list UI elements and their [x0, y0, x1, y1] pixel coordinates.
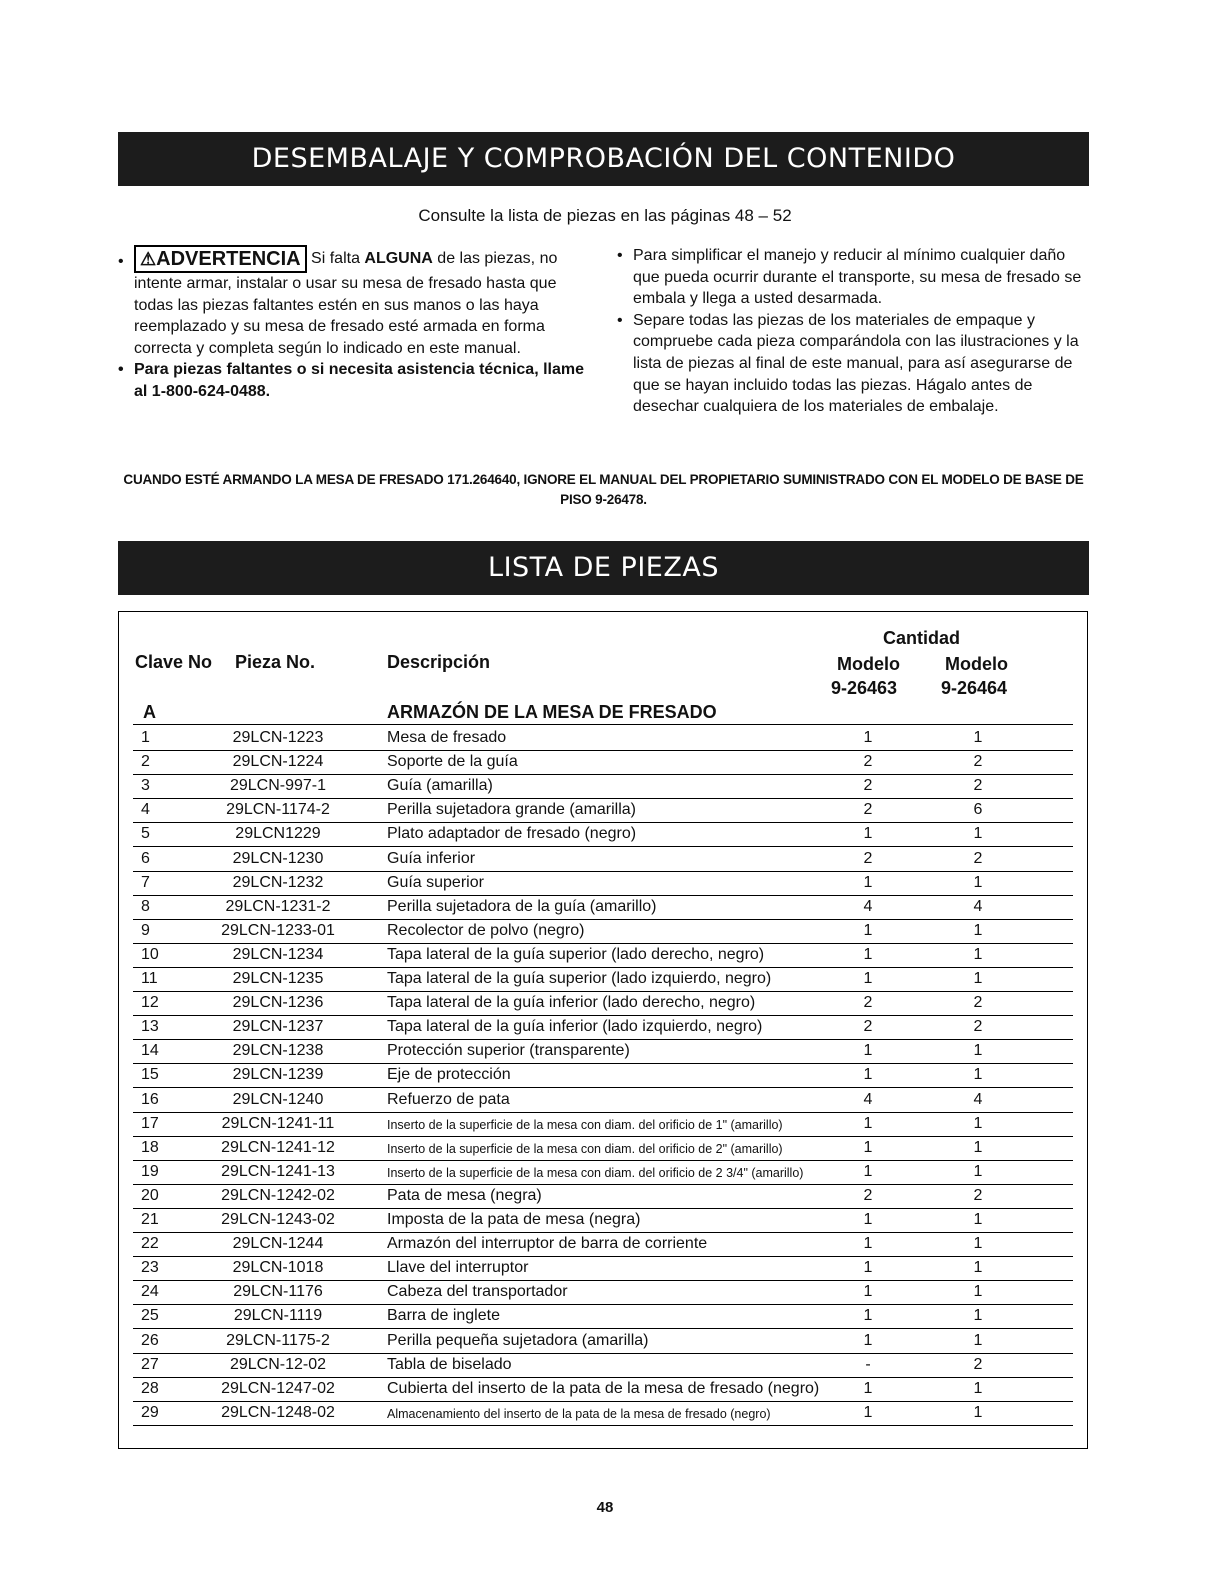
- separate-text: Separe todas las piezas de los materiales de empaque y compruebe cada pieza comparándola con las ilustraciones y la lista de piezas al final de este manual, para así asegurarse de que se hayan incluido todas las piezas. Hágalo antes de desechar cualquiera de los materiales de embalaje.: [633, 311, 1079, 416]
- row-qty-model-b: 4: [973, 897, 983, 915]
- support-text: Para piezas faltantes o si necesita asistencia técnica, llame al 1-800-624-0488.: [134, 361, 585, 400]
- row-key: 3: [141, 777, 150, 795]
- table-row: [133, 774, 1073, 799]
- table-row: [133, 1088, 1073, 1113]
- row-qty-model-a: 1: [863, 1379, 873, 1397]
- row-description: Armazón del interruptor de barra de corriente: [387, 1235, 708, 1253]
- row-part-number: 29LCN-1232: [232, 873, 324, 891]
- row-part-number: 29LCN-1241-13: [221, 1162, 335, 1180]
- row-qty-model-a: 1: [863, 921, 873, 939]
- row-qty-model-a: 1: [863, 1162, 873, 1180]
- row-qty-model-a: 1: [863, 1259, 873, 1277]
- row-qty-model-b: 1: [973, 1235, 983, 1253]
- row-qty-model-a: 1: [863, 970, 873, 987]
- table-row: [133, 943, 1073, 968]
- row-qty-model-b: 1: [973, 970, 983, 987]
- row-qty-model-a: 1: [863, 1331, 873, 1349]
- row-qty-model-a: 1: [863, 1042, 873, 1060]
- table-row: [133, 1160, 1073, 1185]
- row-qty-model-a: 4: [863, 897, 873, 915]
- row-qty-model-a: 1: [863, 1114, 873, 1132]
- table-row: [133, 1112, 1073, 1137]
- row-qty-model-b: 1: [973, 1283, 983, 1301]
- table-row: [133, 1184, 1073, 1209]
- row-qty-model-a: 1: [863, 1403, 873, 1421]
- row-key: 18: [141, 1138, 159, 1156]
- table-row: [133, 847, 1073, 872]
- row-description: Refuerzo de pata: [387, 1090, 510, 1108]
- row-description: Tapa lateral de la guía superior (lado derecho, negro): [387, 945, 765, 963]
- row-qty-model-b: 1: [973, 1259, 983, 1277]
- row-qty-model-a: 1: [863, 1138, 873, 1156]
- row-qty-model-a: 1: [863, 945, 873, 963]
- row-part-number: 29LCN-1241-12: [221, 1138, 335, 1156]
- table-row: [133, 1377, 1073, 1402]
- row-key: 1: [141, 729, 150, 746]
- row-part-number: 29LCN-1018: [232, 1259, 324, 1277]
- warning-triangle-icon: ⚠: [140, 249, 157, 269]
- handling-text: Para simplificar el manejo y reducir al mínimo cualquier daño que pueda ocurrir durante el transporte, su mesa de fresado se embala y llega a usted desarmada.: [633, 247, 1082, 308]
- row-qty-model-a: 2: [863, 1018, 873, 1036]
- table-row: [133, 822, 1073, 847]
- header-key: Clave No: [135, 652, 213, 672]
- section-key: A: [143, 702, 156, 722]
- row-key: 27: [141, 1355, 159, 1373]
- row-part-number: 29LCN-1242-02: [221, 1186, 335, 1204]
- row-description: Recolector de polvo (negro): [387, 921, 585, 939]
- row-qty-model-a: 4: [863, 1090, 873, 1108]
- row-part-number: 29LCN-1176: [233, 1283, 323, 1301]
- row-qty-model-a: 1: [863, 729, 873, 746]
- row-key: 8: [141, 897, 150, 915]
- table-row: [133, 726, 1073, 751]
- row-qty-model-a: 2: [863, 777, 873, 795]
- warning-badge: [134, 245, 307, 273]
- header-quantity: Cantidad: [883, 628, 961, 648]
- row-key: 28: [141, 1379, 159, 1397]
- row-key: 20: [141, 1186, 159, 1204]
- assembly-notice: CUANDO ESTÉ ARMANDO LA MESA DE FRESADO 171.264640, IGNORE EL MANUAL DEL PROPIETARIO SUMINISTRADO CON EL MODELO DE BASE DE PISO 9-26478.: [123, 472, 1084, 507]
- row-description: Barra de inglete: [387, 1307, 500, 1325]
- row-description: Mesa de fresado: [387, 729, 507, 746]
- row-part-number: 29LCN-1241-11: [221, 1114, 335, 1132]
- header-model-a-number: 9-26463: [831, 678, 898, 698]
- row-part-number: 29LCN-12-02: [229, 1355, 327, 1373]
- handling-paragraph: [617, 245, 1087, 310]
- row-key: 10: [141, 945, 159, 963]
- row-key: 16: [141, 1090, 159, 1108]
- section-header-parts-list: LISTA DE PIEZAS: [118, 541, 1089, 595]
- row-description: Tapa lateral de la guía superior (lado izquierdo, negro): [387, 970, 772, 987]
- page-number: 48: [596, 1499, 614, 1516]
- warning-text-pre: Si falta: [311, 250, 365, 268]
- row-key: 13: [141, 1018, 159, 1036]
- row-part-number: 29LCN-1230: [232, 849, 324, 867]
- header-model-b-number: 9-26464: [941, 678, 1008, 698]
- row-qty-model-a: 1: [863, 873, 873, 891]
- row-qty-model-b: 1: [973, 1307, 983, 1325]
- row-key: 25: [141, 1307, 159, 1325]
- row-part-number: 29LCN-1244: [232, 1235, 324, 1253]
- row-part-number: 29LCN-1224: [232, 753, 324, 771]
- row-part-number: 29LCN-1236: [232, 994, 324, 1012]
- table-row: [133, 1136, 1073, 1161]
- header-part: Pieza No.: [235, 652, 316, 672]
- row-part-number: 29LCN-1248-02: [221, 1403, 335, 1421]
- row-part-number: 29LCN-1119: [233, 1307, 323, 1325]
- table-row: [133, 1063, 1073, 1088]
- warning-label: ADVERTENCIA: [156, 248, 301, 270]
- table-row: [133, 1304, 1073, 1329]
- bullet-icon: •: [617, 247, 623, 264]
- row-part-number: 29LCN1229: [235, 825, 321, 843]
- row-description: Eje de protección: [387, 1066, 511, 1084]
- row-description: Plato adaptador de fresado (negro): [387, 825, 637, 843]
- table-row: [133, 750, 1073, 775]
- row-qty-model-b: 2: [973, 994, 983, 1012]
- table-row: [133, 895, 1073, 920]
- row-qty-model-b: 1: [973, 1162, 983, 1180]
- row-key: 26: [141, 1331, 159, 1349]
- row-qty-model-a: 1: [863, 1307, 873, 1325]
- row-part-number: 29LCN-1237: [232, 1018, 324, 1036]
- row-qty-model-b: 2: [973, 1355, 983, 1373]
- row-description: Llave del interruptor: [387, 1259, 529, 1277]
- row-qty-model-b: 1: [973, 729, 983, 746]
- header-model-a: Modelo: [837, 654, 900, 674]
- table-row: [133, 1256, 1073, 1281]
- right-column: [617, 245, 1087, 418]
- bullet-icon: •: [617, 311, 623, 329]
- table-row: [133, 871, 1073, 896]
- row-qty-model-a: 1: [863, 1066, 873, 1084]
- table-row: [133, 1039, 1073, 1064]
- header-model-b: Modelo: [945, 654, 1008, 674]
- table-row: [133, 1015, 1073, 1040]
- warning-paragraph: [118, 245, 594, 359]
- row-qty-model-b: 2: [973, 849, 983, 867]
- table-row: [133, 1208, 1073, 1233]
- row-qty-model-b: 1: [973, 1114, 983, 1132]
- row-key: 22: [141, 1235, 159, 1253]
- row-description: Cabeza del transportador: [387, 1283, 568, 1301]
- row-qty-model-b: 1: [973, 1403, 983, 1421]
- row-part-number: 29LCN-1247-02: [221, 1379, 335, 1397]
- row-qty-model-a: 1: [863, 1211, 873, 1228]
- row-qty-model-a: 2: [863, 1186, 873, 1204]
- row-qty-model-b: 1: [973, 921, 983, 939]
- row-key: 21: [141, 1211, 159, 1228]
- row-part-number: 29LCN-1243-02: [221, 1211, 335, 1228]
- row-key: 29: [141, 1403, 159, 1421]
- row-part-number: 29LCN-1240: [232, 1090, 324, 1108]
- row-part-number: 29LCN-1223: [232, 729, 324, 746]
- row-description: Perilla sujetadora de la guía (amarillo): [387, 897, 657, 915]
- table-row: [133, 1232, 1073, 1257]
- row-description: Cubierta del inserto de la pata de la mesa de fresado (negro): [387, 1379, 820, 1397]
- consult-note: Consulte la lista de piezas en las páginas 48 – 52: [418, 206, 792, 225]
- row-part-number: 29LCN-1231-2: [225, 897, 331, 915]
- row-qty-model-b: 1: [973, 1331, 983, 1349]
- row-description: Almacenamiento del inserto de la pata de la mesa de fresado (negro): [387, 1406, 771, 1421]
- row-qty-model-b: 4: [973, 1090, 983, 1108]
- row-qty-model-b: 1: [973, 825, 983, 843]
- row-description: Inserto de la superficie de la mesa con diam. del orificio de 2" (amarillo): [387, 1141, 783, 1156]
- row-qty-model-b: 1: [973, 1042, 983, 1060]
- row-description: Inserto de la superficie de la mesa con diam. del orificio de 2 3/4" (amarillo): [387, 1165, 804, 1180]
- row-qty-model-a: 2: [863, 849, 873, 867]
- row-key: 11: [141, 970, 158, 987]
- row-description: Imposta de la pata de mesa (negra): [387, 1211, 641, 1228]
- support-paragraph: [118, 359, 594, 402]
- table-row: [133, 1401, 1073, 1426]
- row-key: 9: [141, 921, 150, 939]
- row-key: 4: [141, 801, 150, 819]
- bullet-icon: •: [118, 361, 124, 379]
- row-key: 14: [141, 1042, 159, 1060]
- row-qty-model-a: 2: [863, 994, 873, 1012]
- row-part-number: 29LCN-1174-2: [226, 801, 330, 819]
- row-description: Inserto de la superficie de la mesa con diam. del orificio de 1" (amarillo): [387, 1117, 783, 1132]
- table-row: [133, 919, 1073, 944]
- row-description: Guía superior: [387, 873, 484, 891]
- row-part-number: 29LCN-1238: [232, 1042, 324, 1060]
- row-qty-model-b: 1: [973, 1379, 983, 1397]
- row-description: Soporte de la guía: [387, 753, 518, 771]
- row-qty-model-a: 2: [863, 753, 873, 771]
- row-description: Tabla de biselado: [387, 1355, 512, 1373]
- row-part-number: 29LCN-1175-2: [226, 1331, 330, 1349]
- table-row: [133, 1280, 1073, 1305]
- row-key: 19: [141, 1162, 159, 1180]
- row-qty-model-b: 1: [973, 873, 983, 891]
- row-qty-model-a: 2: [863, 801, 873, 819]
- header-description: Descripción: [387, 652, 491, 672]
- row-qty-model-b: 1: [973, 1138, 983, 1156]
- row-qty-model-b: 6: [973, 801, 983, 819]
- warning-text-rest: de las piezas, no intente armar, instalar o usar su mesa de fresado hasta que todas las piezas faltantes estén en sus manos o las haya reemplazado y su mesa de fresado esté armada en forma correcta y completa según lo indicado en este manual.: [134, 250, 558, 357]
- row-description: Protección superior (transparente): [387, 1042, 630, 1060]
- table-row: [133, 967, 1073, 992]
- row-qty-model-a: 1: [863, 825, 873, 843]
- table-row: [133, 1353, 1073, 1378]
- table-row: [133, 991, 1073, 1016]
- row-qty-model-b: 2: [973, 1018, 983, 1036]
- table-row: [133, 798, 1073, 823]
- row-qty-model-b: 2: [973, 753, 983, 771]
- row-part-number: 29LCN-1235: [232, 970, 324, 987]
- separate-paragraph: [617, 310, 1087, 418]
- row-key: 24: [141, 1283, 159, 1301]
- row-qty-model-b: 2: [973, 777, 983, 795]
- row-description: Guía inferior: [387, 849, 476, 867]
- warning-text-bold: ALGUNA: [364, 250, 433, 268]
- row-qty-model-b: 1: [973, 945, 983, 963]
- row-key: 7: [141, 873, 150, 891]
- row-description: Guía (amarilla): [387, 777, 493, 795]
- row-part-number: 29LCN-1233-01: [221, 921, 335, 939]
- row-qty-model-b: 1: [973, 1211, 983, 1228]
- table-row: [133, 1329, 1073, 1354]
- row-qty-model-b: 2: [973, 1186, 983, 1204]
- row-key: 17: [141, 1114, 159, 1132]
- left-column: [118, 245, 594, 403]
- row-key: 12: [141, 994, 159, 1012]
- row-description: Perilla pequeña sujetadora (amarilla): [387, 1331, 649, 1349]
- row-qty-model-a: 1: [863, 1235, 873, 1253]
- section-header-unpacking: DESEMBALAJE Y COMPROBACIÓN DEL CONTENIDO: [118, 132, 1089, 186]
- row-description: Tapa lateral de la guía inferior (lado derecho, negro): [387, 994, 756, 1012]
- row-key: 15: [141, 1066, 159, 1084]
- section-title: ARMAZÓN DE LA MESA DE FRESADO: [387, 702, 717, 722]
- parts-table: [118, 611, 1088, 1449]
- bullet-icon: •: [118, 253, 124, 270]
- row-part-number: 29LCN-1234: [232, 945, 324, 963]
- section-row: [133, 700, 1073, 725]
- row-qty-model-a: 1: [863, 1283, 873, 1301]
- row-part-number: 29LCN-1239: [232, 1066, 324, 1084]
- row-key: 5: [141, 825, 150, 843]
- row-qty-model-b: 1: [973, 1066, 983, 1084]
- row-description: Perilla sujetadora grande (amarilla): [387, 801, 637, 819]
- row-qty-model-a: -: [865, 1355, 871, 1373]
- row-key: 2: [141, 753, 150, 771]
- row-key: 6: [141, 849, 150, 867]
- row-part-number: 29LCN-997-1: [229, 777, 327, 795]
- row-description: Tapa lateral de la guía inferior (lado izquierdo, negro): [387, 1018, 763, 1036]
- row-description: Pata de mesa (negra): [387, 1186, 542, 1204]
- row-key: 23: [141, 1259, 159, 1277]
